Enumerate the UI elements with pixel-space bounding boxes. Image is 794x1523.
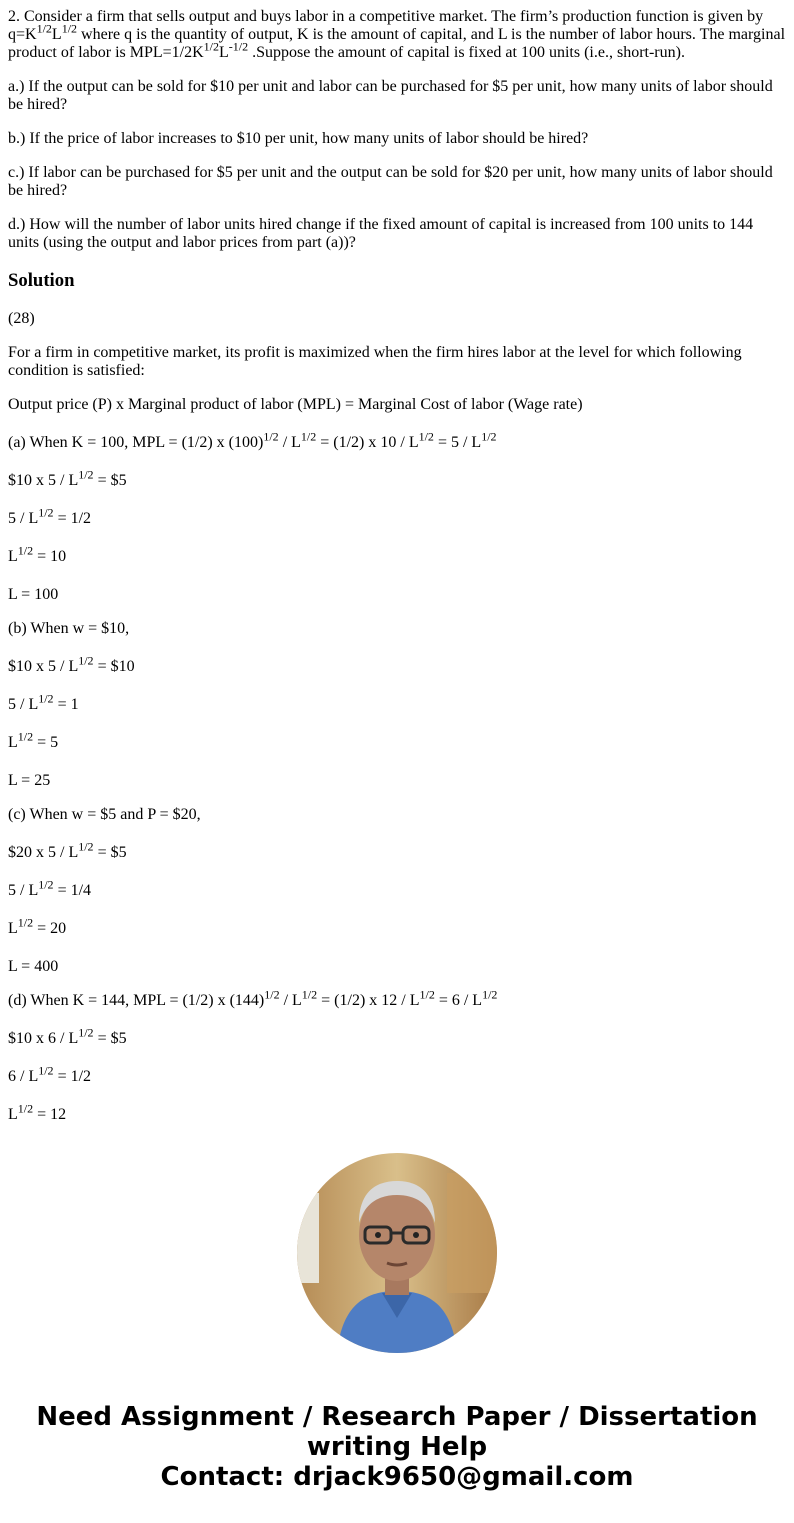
question-part-b: b.) If the price of labor increases to $10 per unit, how many units of labor should be hired? [8,130,589,147]
solution-d-line-2: $10 x $6 / L^{1/2}$ = $5 [8,1025,127,1047]
promo-contact: Contact: drjack9650@gmail.com [160,1462,634,1492]
solution-a-result: L = 100 [8,586,59,603]
solution-a-line-2: $10 x $5 / L^{1/2}$ = $5 [8,467,127,489]
author-avatar [297,1153,497,1353]
solution-a-line-4: $L^{1/2} = 10$ [8,543,67,565]
question-intro: 2. Consider a firm that sells output and buys labor in a competitive market. The firm’s production function is given by $q=K^{1/2}L^{1/2}$ where q is the quantity of output, K is the amount of capital, and L is the number of labor hours. The marginal product of labor is $MPL=1/2K^{1/2}L^{-1/2}$ .Suppose the amount of capital is fixed at 100 units (i.e., short-run). [8,8,786,61]
promo-line-1: Need Assignment / Research Paper / Dissertation [36,1402,758,1432]
solution-d-line-3: $6 / L^{1/2} = 1/2$ [8,1063,92,1085]
question-part-c: c.) If labor can be purchased for $5 per unit and the output can be sold for $20 per unit, how many units of labor should be hired? [8,164,773,199]
solution-number: (28) [8,310,35,327]
promo-banner [0,1402,794,1492]
solution-c-line-4: $L^{1/2} = 20$ [8,915,67,937]
solution-a-line-3: $5 / L^{1/2} = 1/2$ [8,505,92,527]
solution-c-line-1: (c) When w = $5 and P = $20, [8,806,201,823]
solution-d-line-1: (d) When K = 144, MPL = (1/2) x $(144)^{1/2} / L^{1/2} = (1/2)$ x $12 / L^{1/2} = 6 / L^{1/2}$ [8,987,498,1009]
solution-a-line-1: (a) When K = 100, MPL = (1/2) x $(100)^{1/2} / L^{1/2} = (1/2)$ x $10 / L^{1/2} = 5 / L^{1/2}$ [8,429,497,451]
solution-heading: Solution [8,270,75,291]
article-body [8,0,786,1122]
question-part-a: a.) If the output can be sold for $10 per unit and labor can be purchased for $5 per unit, how many units of labor should be hired? [8,78,773,113]
question-part-d: d.) How will the number of labor units hired change if the fixed amount of capital is increased from 100 units to 144 units (using the output and labor prices from part (a))? [8,216,754,251]
solution-condition: For a firm in competitive market, its profit is maximized when the firm hires labor at the level for which following condition is satisfied: [8,344,742,379]
promo-line-2: writing Help [306,1432,488,1462]
author-portrait-icon [297,1153,497,1353]
solution-c-result: L = 400 [8,958,59,975]
solution-b-line-1: (b) When w = $10, [8,620,130,637]
solution-rule: Output price (P) x Marginal product of labor (MPL) = Marginal Cost of labor (Wage rate) [8,396,583,413]
solution-c-line-2: $20 x $5 / L^{1/2}$ = $5 [8,839,127,861]
solution-c-line-3: $5 / L^{1/2} = 1/4$ [8,877,92,899]
solution-b-line-4: $L^{1/2} = 5$ [8,729,59,751]
solution-d-line-4: $L^{1/2} = 12$ [8,1101,67,1122]
solution-b-result: L = 25 [8,772,51,789]
solution-b-line-2: $10 x $5 / L^{1/2}$ = $10 [8,653,135,675]
solution-b-line-3: $5 / L^{1/2} = 1$ [8,691,79,713]
